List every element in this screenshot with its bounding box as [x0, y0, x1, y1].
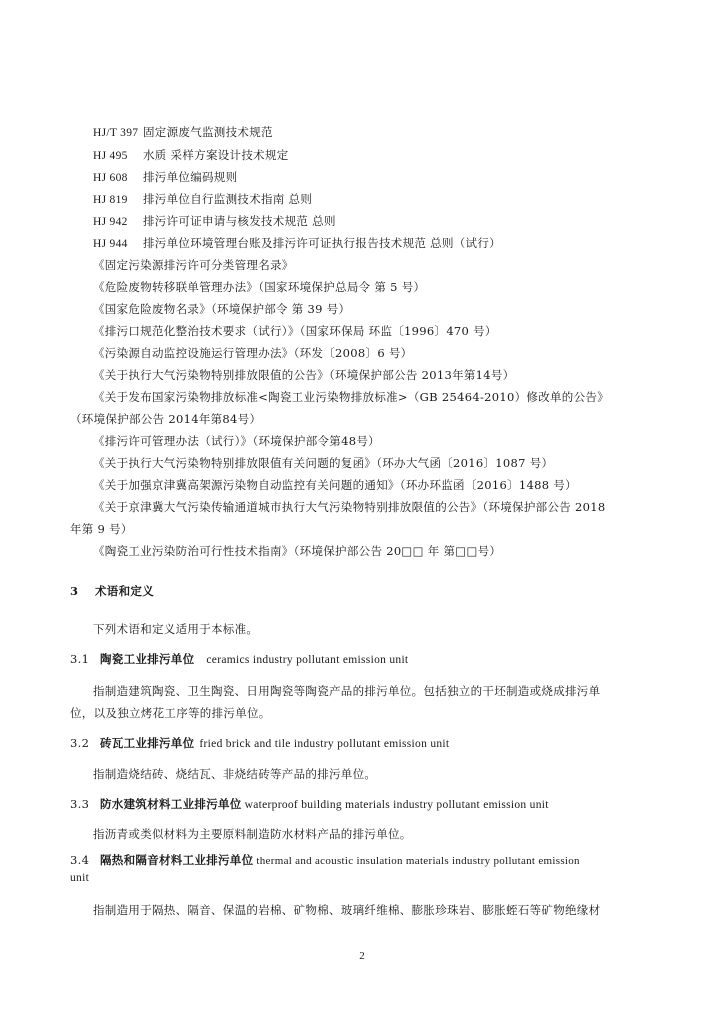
document-item: 《陶瓷工业污染防治可行性技术指南》（环境保护部公告 20□□ 年 第□□号）	[93, 544, 502, 558]
term-heading	[70, 651, 408, 668]
standard-code: HJ/T 397	[93, 127, 139, 139]
term-name: 防水建筑材料工业排污单位	[100, 797, 242, 811]
term-number: 3.3	[70, 797, 90, 811]
term-english: waterproof building materials industry pollutant emission unit	[244, 799, 549, 811]
standard-title: 排污单位环境管理台账及排污许可证执行报告技术规范 总则（试行）	[143, 236, 501, 250]
term-english-continued: unit	[70, 872, 90, 884]
standard-code: HJ 819	[93, 194, 128, 206]
standard-item	[93, 124, 273, 141]
document-item: 《关于执行大气污染物特别排放限值有关问题的复函》（环办大气函〔2016〕1087 号）	[93, 456, 554, 470]
document-item: 《关于京津冀大气污染传输通道城市执行大气污染物特别排放限值的公告》（环境保护部公告 2018	[93, 500, 606, 514]
standard-title: 固定源废气监测技术规范	[143, 125, 273, 139]
standard-code: HJ 608	[93, 172, 128, 184]
document-item: 《关于发布国家污染物排放标准<陶瓷工业污染物排放标准>（GB 25464-2010）修改单的公告》	[93, 390, 609, 404]
term-definition-continued: 位，以及独立烤花工序等的排污单位。	[70, 706, 271, 720]
term-heading	[70, 796, 549, 813]
term-name: 砖瓦工业排污单位	[100, 736, 195, 750]
standard-item	[93, 213, 336, 230]
standard-title: 排污单位自行监测技术指南 总则	[143, 192, 313, 206]
term-number: 3.2	[70, 736, 90, 750]
document-item: 《国家危险废物名录》（环境保护部令 第 39 号）	[93, 302, 351, 316]
term-definition: 指沥青或类似材料为主要原料制造防水材料产品的排污单位。	[93, 827, 412, 841]
document-item-continued: 年第 9 号）	[70, 522, 133, 536]
document-item: 《关于加强京津冀高架源污染物自动监控有关问题的通知》（环办环监函〔2016〕1488 号）	[93, 478, 577, 492]
term-english: ceramics industry pollutant emission unit	[206, 654, 409, 666]
term-heading	[70, 735, 449, 752]
document-item: 《排污口规范化整治技术要求（试行）》（国家环保局 环监〔1996〕470 号）	[93, 324, 497, 338]
standard-code: HJ 942	[93, 216, 128, 228]
section-number: 3	[70, 584, 79, 598]
standard-code: HJ 495	[93, 150, 128, 162]
standard-title: 排污许可证申请与核发技术规范 总则	[143, 214, 336, 228]
term-english: thermal and acoustic insulation materials industry pollutant emission	[256, 855, 580, 867]
document-item: 《关于执行大气污染物特别排放限值的公告》（环境保护部公告 2013年第14号）	[93, 368, 515, 382]
standard-code: HJ 944	[93, 238, 128, 250]
term-heading	[70, 852, 580, 869]
term-name: 隔热和隔音材料工业排污单位	[100, 853, 254, 867]
term-definition: 指制造建筑陶瓷、卫生陶瓷、日用陶瓷等陶瓷产品的排污单位。包括独立的干坯制造或烧成排污单	[93, 684, 601, 698]
standard-item	[93, 191, 312, 208]
standard-title: 排污单位编码规则	[143, 170, 238, 184]
term-number: 3.4	[70, 853, 90, 867]
term-name: 陶瓷工业排污单位	[100, 652, 195, 666]
standard-item	[93, 235, 501, 252]
standard-item	[93, 147, 289, 164]
standard-item	[93, 169, 237, 186]
section-title: 术语和定义	[95, 584, 154, 598]
section-heading	[70, 583, 154, 599]
standard-title: 水质 采样方案设计技术规定	[143, 148, 289, 162]
document-item: 《固定污染源排污许可分类管理名录》	[93, 258, 294, 272]
document-item: 《危险废物转移联单管理办法》（国家环境保护总局令 第 5 号）	[93, 280, 426, 294]
page-number: 2	[359, 950, 365, 962]
term-definition: 指制造烧结砖、烧结瓦、非烧结砖等产品的排污单位。	[93, 767, 377, 781]
section-intro: 下列术语和定义适用于本标准。	[93, 622, 259, 636]
document-item: 《污染源自动监控设施运行管理办法》（环发〔2008〕6 号）	[93, 346, 413, 360]
term-definition: 指制造用于隔热、隔音、保温的岩棉、矿物棉、玻璃纤维棉、膨胀珍珠岩、膨胀蛭石等矿物绝缘材	[93, 903, 601, 917]
document-item: 《排污许可管理办法（试行）》（环境保护部令第48号）	[93, 434, 380, 448]
document-item-continued: （环境保护部公告 2014年第84号）	[70, 412, 262, 426]
term-english: fried brick and tile industry pollutant emission unit	[199, 738, 450, 750]
term-number: 3.1	[70, 652, 90, 666]
